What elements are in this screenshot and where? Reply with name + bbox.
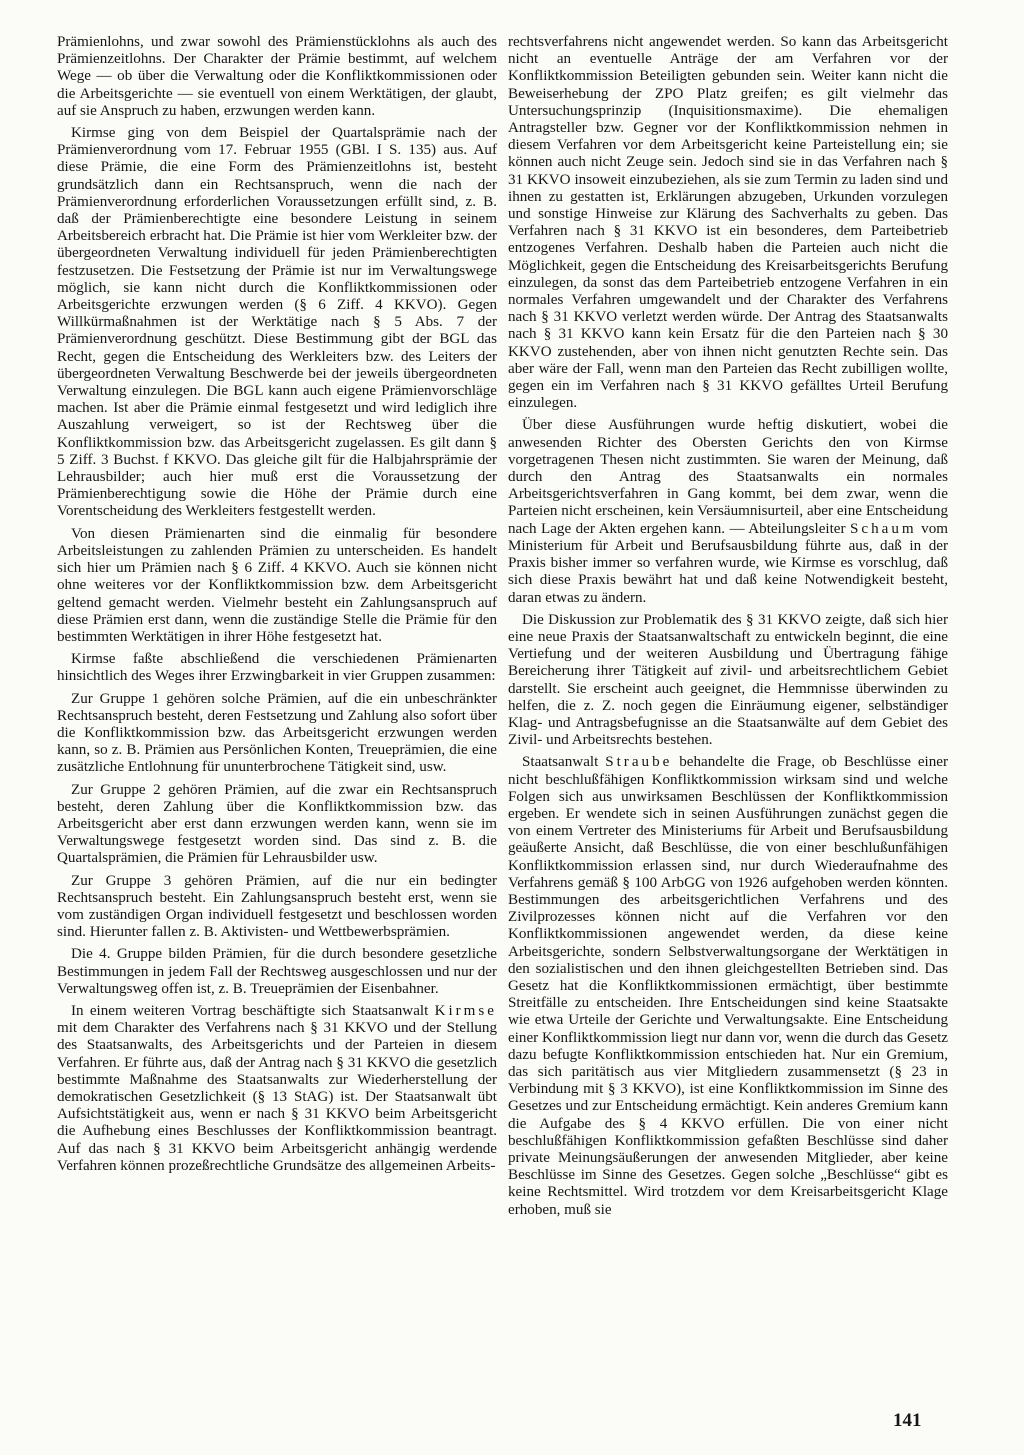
paragraph: Die 4. Gruppe bilden Prämien, für die durch besondere gesetzliche Bestimmungen in jedem Fall der Rechtsweg ausgeschlossen und nur der Verwaltungsweg offen ist, z. B. Treueprämien der Eisenbahner. (57, 946, 497, 997)
paragraph: Zur Gruppe 3 gehören Prämien, auf die nur ein bedingter Rechtsanspruch besteht. Ein Zahlungsanspruch besteht erst, wenn sie vom zuständigen Organ individuell festgesetzt und beschlossen worden sind. Hierunter fallen z. B. Aktivisten- und Wettbewerbsprämien. (57, 872, 497, 941)
paragraph: Prämienlohns, und zwar sowohl des Prämienstücklohns als auch des Prämienzeitlohns. Der Charakter der Prämie bestimmt, auf welchem Wege — ob über die Verwaltung oder die Konfliktkommissionen oder die Arbeitsgerichte — sie eventuell von einem Werktätigen, der glaubt, auf sie Anspruch zu haben, erzwungen werden kann. (57, 34, 497, 119)
right-column (508, 34, 948, 1224)
paragraph: rechtsverfahrens nicht angewendet werden. So kann das Arbeitsgericht nicht an eventuelle Anträge der am Verfahren vor der Konfliktkommission Beteiligten gebunden sein. Weiter kann nicht die Beweiserhebung der ZPO Platz greifen; es gilt vielmehr das Untersuchungsprinzip (Inquisitionsmaxime). Die ehemaligen Antragsteller bzw. Gegner vor der Konfliktkommission nehmen in diesem Verfahren vor dem Arbeitsgericht keine Parteistellung ein; sie können auch nicht Zeuge sein. Jedoch sind sie in das Verfahren nach § 31 KKVO insoweit einzubeziehen, als sie zum Termin zu laden sind und ihnen zu gestatten ist, Erklärungen abzugeben, Urkunden vorzulegen und sonstige Hinweise zur Klärung des Sachverhalts zu geben. Das Verfahren nach § 31 KKVO ist ein besonderes, dem Parteibetrieb entzogenes Verfahren. Deshalb haben die Parteien auch nicht die Möglichkeit, gegen die Entscheidung des Kreisarbeitsgerichts Berufung einzulegen, da sonst das dem Parteibetrieb entzogene Verfahren in ein normales Verfahren umgewandelt und der Charakter des Verfahrens nach § 31 KKVO verletzt werden würde. Der Antrag des Staatsanwalts nach § 31 KKVO kann kein Ersatz für die den Parteien nach § 30 KKVO zustehenden, aber von ihnen nicht genutzten Rechte sein. Das aber wäre der Fall, wenn man den Parteien das Recht zubilligen wollte, gegen ein im Verfahren nach § 31 KKVO gefälltes Urteil Berufung einzulegen. (508, 34, 948, 412)
paragraph (508, 417, 948, 606)
text-run: behandelte die Frage, ob Beschlüsse einer nicht beschlußfähigen Konfliktkommission wirksam sind und welche Folgen sich aus unwirksamen Beschlüssen der Konfliktkommission ergeben. Er wendete sich in seinen Ausführungen zunächst gegen die von einem Vertreter des Ministeriums für Arbeit und Berufsausbildung geäußerte Ansicht, daß Beschlüsse, die von einer beschlußunfähigen Konfliktkommission erlassen sind, nur durch Wiederaufnahme des Verfahrens gemäß § 100 ArbGG von 1926 aufgehoben werden könnten. Bestimmungen des arbeitsgerichtlichen Verfahrens und des Zivilprozesses können nicht auf die Verfahren vor den Konfliktkommissionen angewendet werden, da diese keine Arbeitsgerichte, sondern Selbstverwaltungsorgane der Werktätigen in den sozialistischen und den ihnen gleichgestellten Betrieben sind. Das Gesetz hat die Konfliktkommissionen ermächtigt, über bestimmte Streitfälle zu entscheiden. Ihre Entscheidungen sind keine Staatsakte wie etwa Urteile der Gerichte und Verwaltungsakte. Eine Entscheidung einer Konfliktkommission liegt nur dann vor, wenn die durch das Gesetz dazu befugte Konfliktkommission entschieden hat. Nur ein Gremium, das sich paritätisch aus vier Mitgliedern zusammensetzt (§ 23 in Verbindung mit § 3 KKVO), ist eine Konfliktkommission im Sinne des Gesetzes und zur Entscheidung ermächtigt. Kein anderes Gremium kann die Aufgabe des § 4 KKVO erfüllen. Die von einer nicht beschlußfähigen Konfliktkommission gefaßten Beschlüsse sind daher private Meinungsäußerungen der anwesenden Mitglieder, aber keine Beschlüsse im Sinne des Gesetzes. Gegen solche „Beschlüsse“ gibt es keine Rechtsmittel. Wird trotzdem vor dem Kreisarbeitsgericht Klage erhoben, muß sie (508, 754, 948, 1218)
text-run: Staatsanwalt (522, 754, 599, 771)
text-run: mit dem Charakter des Verfahrens nach § 31 KKVO und der Stellung des Staatsanwalts, des Arbeitsgerichts und der Parteien in diesem Verfahren. Er führte aus, daß der Antrag nach § 31 KKVO die gesetzlich bestimmte Maßnahme des Staatsanwalts zur Wiederherstellung der demokratischen Gesetzlichkeit (§ 13 StAG) ist. Der Staatsanwalt übt Aufsichtstätigkeit aus, wenn er nach § 31 KKVO beim Arbeitsgericht die Aufhebung eines Beschlusses der Konfliktkommission beantragt. Auf das nach § 31 KKVO beim Arbeitsgericht anhängig werdende Verfahren können prozeßrechtliche Grundsätze des allgemeinen Arbeits- (57, 1020, 497, 1174)
paragraph: Zur Gruppe 2 gehören Prämien, auf die zwar ein Rechtsanspruch besteht, deren Zahlung über die Konfliktkommission bzw. das Arbeitsgericht aber erst dann erzwungen werden kann, wenn sie im Verwaltungswege festgesetzt worden sind. Das sind z. B. die Quartalsprämien, die Prämien für Lehrausbilder usw. (57, 781, 497, 867)
person-name: Kirmse (434, 1002, 497, 1019)
paragraph: Von diesen Prämienarten sind die einmalig für besondere Arbeitsleistungen zu zahlenden Prämien zu unterscheiden. Es handelt sich hier um Prämien nach § 6 Ziff. 4 KKVO. Auch sie können nicht ohne weiteres vor der Konfliktkommission bzw. dem Arbeitsgericht geltend gemacht werden. Vielmehr besteht ein Zahlungsanspruch auf diese Prämien erst dann, wenn die zuständige Stelle die Prämie für den bestimmten Werktätigen in ihrer Höhe festgesetzt hat. (57, 525, 497, 645)
person-name: Straube (605, 754, 673, 771)
left-column (57, 34, 497, 1180)
paragraph (57, 1003, 497, 1175)
paragraph (508, 754, 948, 1218)
person-name: Schaum (850, 520, 917, 537)
text-run: vom Ministerium für Arbeit und Berufsausbildung führte aus, daß in der Praxis bisher immer so verfahren wurde, wie Kirmse es vorschlug, daß sich diese Praxis bewährt hat und daß keine Notwendigkeit besteht, daran etwas zu ändern. (508, 520, 949, 606)
paragraph: Die Diskussion zur Problematik des § 31 KKVO zeigte, daß sich hier eine neue Praxis der Staatsanwaltschaft zu entwickeln beginnt, die eine Vertiefung und der weiteren Ausbildung und Übertragung fähige Bereicherung ihrer Tätigkeit auf zivil- und arbeitsrechtlichem Gebiet darstellt. Sie erscheint auch geeignet, die Hemmnisse überwinden zu helfen, die z. Z. noch gegen die Einräumung eigener, selbständiger Klag- und Antragsbefugnisse an die Staatsanwälte auf dem Gebiet des Zivil- und Arbeitsrechts bestehen. (508, 611, 948, 749)
page-number: 141 (893, 1410, 922, 1431)
paragraph: Zur Gruppe 1 gehören solche Prämien, auf die ein unbeschränkter Rechtsanspruch besteht, deren Festsetzung und Zahlung also sofort über die Konfliktkommission bzw. das Arbeitsgericht erzwungen werden kann, so z. B. Prämien aus Persönlichen Konten, Treueprämien, die eine zusätzliche Entlohnung für ununterbrochene Tätigkeit sind, usw. (57, 690, 497, 776)
paragraph: Kirmse faßte abschließend die verschiedenen Prämienarten hinsichtlich des Weges ihrer Erzwingbarkeit in vier Gruppen zusammen: (57, 651, 497, 685)
text-run: Über diese Ausführungen wurde heftig diskutiert, wobei die anwesenden Richter des Obersten Gerichts den von Kirmse vorgetragenen Thesen nicht zustimmten. Sie waren der Meinung, daß durch den Antrag des Staatsanwalts ein normales Arbeitsgerichtsverfahren in Gang kommt, bei dem zwar, wenn die Parteien nicht erscheinen, kein Versäumnisurteil, aber eine Entscheidung nach Lage der Akten ergehen kann. — Abteilungsleiter (508, 417, 948, 537)
paragraph: Kirmse ging von dem Beispiel der Quartalsprämie nach der Prämienverordnung vom 17. Februar 1955 (GBl. I S. 135) aus. Auf diese Prämie, die eine Form des Prämienzeitlohns ist, besteht grundsätzlich dann ein Rechtsanspruch, wenn die nach der Prämienverordnung erforderlichen Voraussetzungen erfüllt sind, z. B. daß der Prämienberechtigte eine besondere Leistung in seinem Arbeitsbereich erbracht hat. Die Prämie ist hier vom Werkleiter bzw. der übergeordneten Verwaltung individuell für jeden Prämienberechtigten festzusetzen. Die Festsetzung der Prämie ist nur im Verwaltungswege möglich, sie kann nicht durch die Konfliktkommissionen oder Arbeitsgerichte erzwungen werden (§ 6 Ziff. 4 KKVO). Gegen Willkürmaßnahmen ist der Werktätige nach § 5 Abs. 7 der Prämienverordnung geschützt. Diese Bestimmung gibt der BGL das Recht, gegen die Entscheidung des Werkleiters bzw. des Leiters der übergeordneten Verwaltung Beschwerde bei der jeweils übergeordneten Verwaltung einzulegen. Die BGL kann auch eigene Prämienvorschläge machen. Ist aber die Prämie einmal festgesetzt und wird lediglich ihre Auszahlung verweigert, so ist der Rechtsweg über die Konfliktkommission bzw. das Arbeitsgericht zugelassen. Es gilt dann § 5 Ziff. 3 Buchst. f KKVO. Das gleiche gilt für die Halbjahrsprämie der Lehrausbilder; auch hier muß erst die Voraussetzung der Prämienberechtigung sowie die Höhe der Prämie durch eine Vorentscheidung des Werkleiters festgestellt werden. (57, 125, 497, 520)
text-run: In einem weiteren Vortrag beschäftigte sich Staatsanwalt (71, 1002, 429, 1019)
